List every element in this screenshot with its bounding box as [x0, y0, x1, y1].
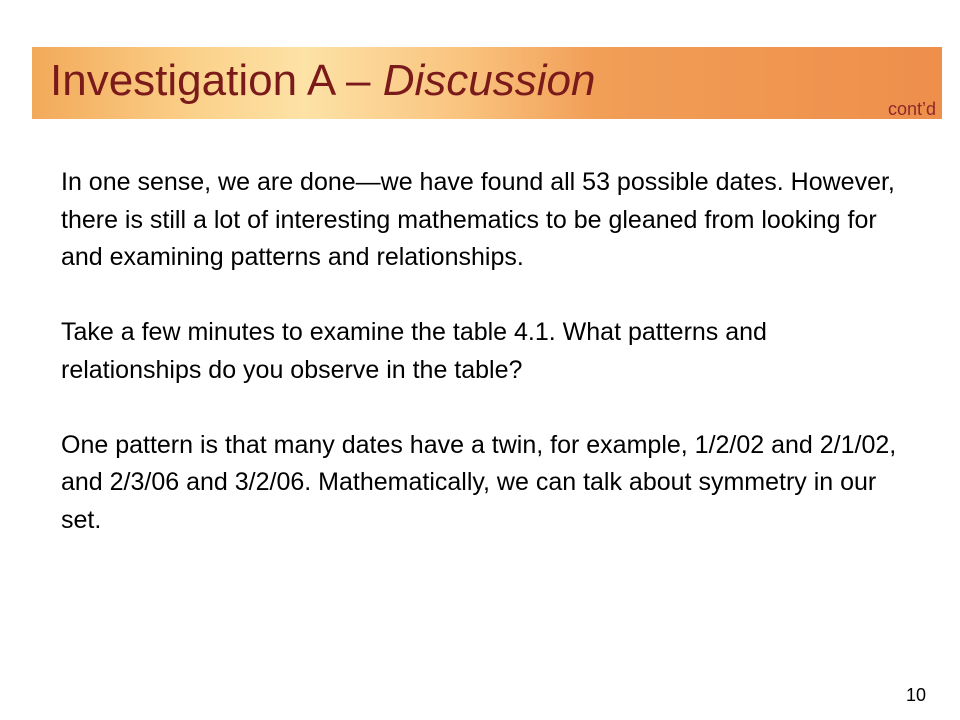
- body-paragraph: In one sense, we are done—we have found all 53 possible dates. However, there is still a lot of interesting mathematics to be gleaned from looking for and examining patterns and relationships.: [61, 168, 895, 271]
- body-paragraph: Take a few minutes to examine the table 4.1. What patterns and relationships do you observe in the table?: [61, 318, 767, 384]
- slide-title-emphasis: Discussion: [382, 56, 596, 105]
- page-number: 10: [905, 685, 926, 705]
- body-paragraph: One pattern is that many dates have a twin, for example, 1/2/02 and 2/1/02, and 2/3/06 and 3/2/06. Mathematically, we can talk about symmetry in our set.: [61, 430, 897, 534]
- continued-label: cont’d: [887, 99, 936, 119]
- slide-title: [50, 55, 595, 108]
- slide-title-main: Investigation A –: [50, 56, 383, 105]
- slide-body: [61, 164, 901, 577]
